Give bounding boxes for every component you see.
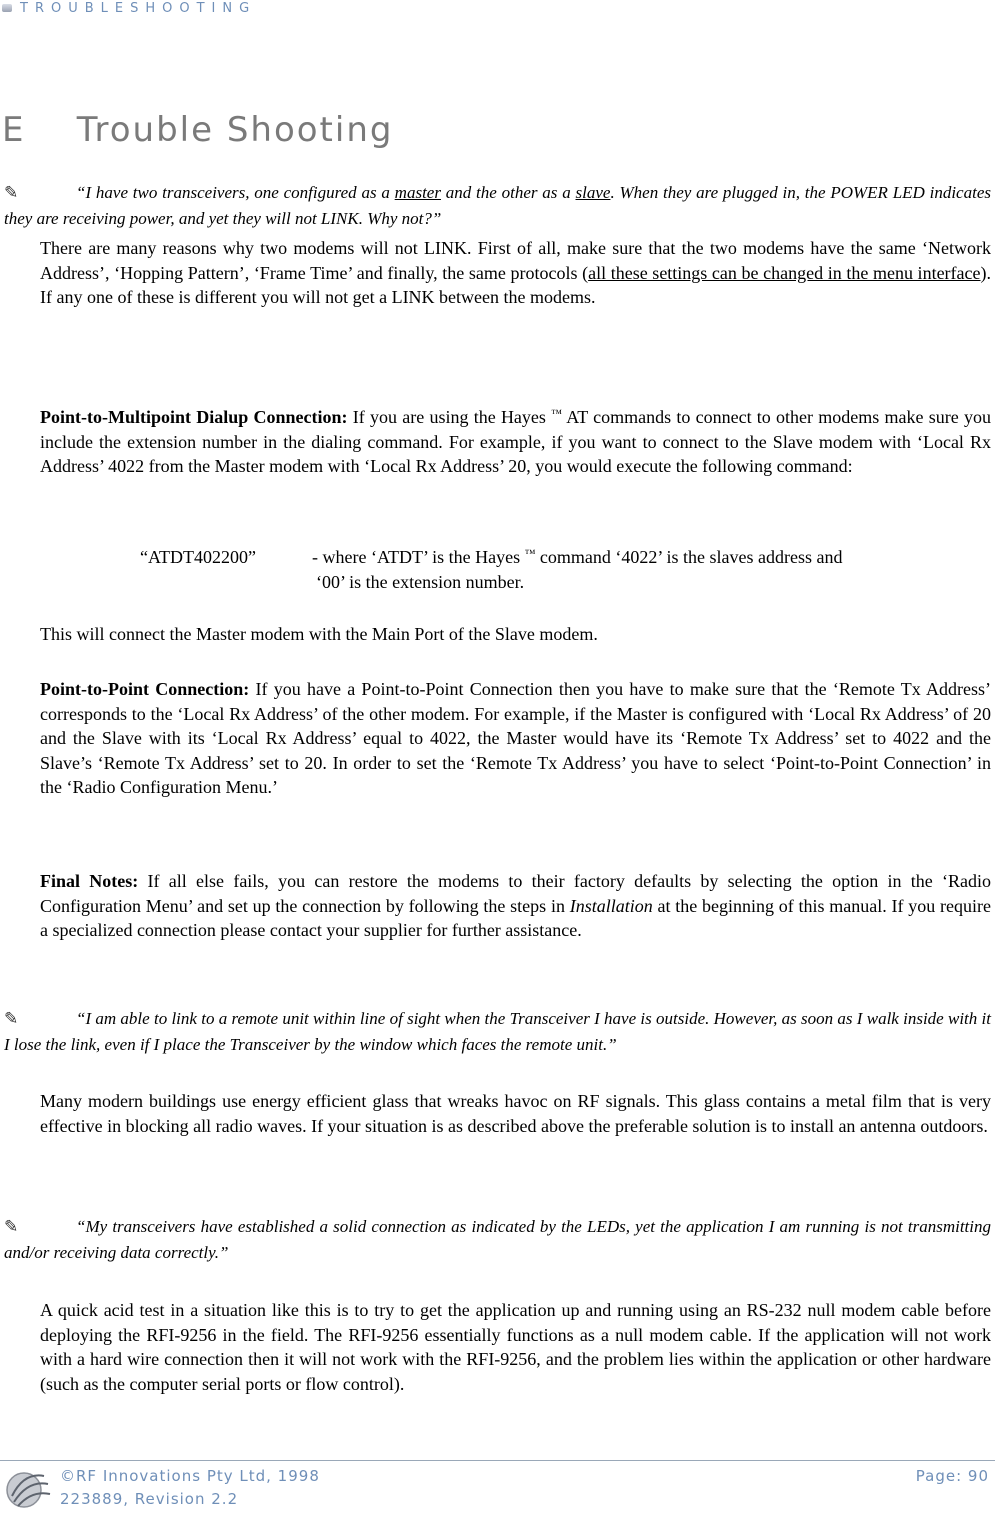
command-text: “ATDT402200” xyxy=(140,547,256,567)
section-label: TROUBLESHOOTING xyxy=(20,0,257,16)
a1-text: There are many reasons why two modems will not LINK. First of all, make sure that the two modems have the same ‘Network Address’, ‘Hopping Pattern’, ‘Frame Time’ and finally, the same protocols ( xyxy=(40,238,991,283)
q1-text: “I have two transceivers, one configured as a xyxy=(76,183,395,202)
command-desc: ‘00’ is the extension number. xyxy=(316,571,525,592)
multipoint-heading: Point-to-Multipoint Dialup Connection: xyxy=(40,407,348,427)
q1-master: master xyxy=(394,183,441,202)
q2-text: “I am able to link to a remote unit within line of sight when the Transceiver I have is outside. However, as soon as I walk inside with it I lose the link, even if I place the Transceiver by the window which faces the remote unit.” xyxy=(4,1009,991,1054)
answer-3: A quick acid test in a situation like this is to try to get the application up and running using an RS-232 null modem cable before deploying the RFI-9256 in the field. The RFI-9256 essentially functions as a null modem cable. If the application will not work with a hard wire connection then it will not work with the RFI-9256, and the problem lies within the application or other hardware (such as the computer serial ports or flow control). xyxy=(40,1300,991,1394)
q3-text: “My transceivers have established a solid connection as indicated by the LEDs, yet the application I am running is not transmitting and/or receiving data correctly.” xyxy=(4,1217,991,1262)
pencil-hand-icon: ✎ xyxy=(4,1009,19,1028)
p2p-text: If you have a Point-to-Point Connection then you have to make sure that the ‘Remote Tx Address’ corresponds to the ‘Local Rx Address’ of the other modem. For example, if the Master is configured with ‘Local Rx Address’ of 20 and the Slave with its ‘Local Rx Address’ equal to 4022, the Master would have its ‘Remote Tx Address’ set to 4022 and the Slave’s ‘Remote Tx Address’ set to 20. In order to set the ‘Remote Tx Address’ you have to select ‘Point-to-Point Connection’ in the ‘Radio Configuration Menu.’ xyxy=(40,679,991,797)
final-heading: Final Notes: xyxy=(40,871,139,891)
bullet-icon xyxy=(2,4,12,12)
final-notes-paragraph xyxy=(40,869,991,943)
footer-copyright: ©RF Innovations Pty Ltd, 1998 xyxy=(60,1467,320,1485)
p2p-heading: Point-to-Point Connection: xyxy=(40,679,250,699)
rf-innovations-logo xyxy=(4,1466,52,1510)
question-3 xyxy=(4,1214,991,1266)
q1-text: and the other as a xyxy=(440,183,576,202)
question-2 xyxy=(4,1006,991,1058)
a1-underlined: all these settings can be changed in the menu interface xyxy=(588,262,981,283)
page-title: E Trouble Shooting xyxy=(2,110,394,150)
command-desc: command ‘4022’ is the slaves address and xyxy=(535,547,843,567)
q1-text: . When they are plugged in, the POWER LED indicates they are receiving power, and yet they will not LINK. Why not?” xyxy=(4,183,991,228)
final-text: If all else fails, you can restore the modems to their factory defaults by selecting the option in the ‘Radio Configuration Menu’ and set up the connection by following the steps in xyxy=(40,871,991,916)
question-1 xyxy=(4,180,991,232)
multipoint-paragraph xyxy=(40,402,991,479)
command-example xyxy=(140,542,991,594)
trademark: ™ xyxy=(524,548,536,560)
multipoint-text: If you are using the Hayes xyxy=(347,407,552,427)
q1-slave: slave xyxy=(575,183,611,202)
final-text: at the beginning of this manual. If you require a specialized connection please contact your supplier for further assistance. xyxy=(40,895,991,940)
command-desc: - where ‘ATDT’ is the Hayes xyxy=(312,547,525,567)
multipoint-text: AT commands to connect to other modems make sure you include the extension number in the dialing command. For example, if you want to connect to the Slave modem with ‘Local Rx Address’ 4022 from the Master modem with ‘Local Rx Address’ 20, you would execute the following command: xyxy=(40,407,991,476)
trademark: ™ xyxy=(551,408,562,420)
footer-page-number: Page: 90 xyxy=(915,1467,989,1485)
p2p-paragraph xyxy=(40,677,991,800)
footer-rule xyxy=(0,1460,995,1461)
answer-2: Many modern buildings use energy efficient glass that wreaks havoc on RF signals. This glass contains a metal film that is very effective in blocking all radio waves. If your situation is as described above the preferable solution is to install an antenna outdoors. xyxy=(40,1091,991,1136)
pencil-hand-icon: ✎ xyxy=(4,1217,19,1236)
pencil-hand-icon: ✎ xyxy=(4,183,19,202)
answer-1 xyxy=(40,236,991,310)
a1-text: ). If any one of these is different you will not get a LINK between the modems. xyxy=(40,262,992,307)
final-italic: Installation xyxy=(569,895,653,916)
connect-note: This will connect the Master modem with the Main Port of the Slave modem. xyxy=(40,624,598,644)
footer-doc-ref: 223889, Revision 2.2 xyxy=(60,1490,239,1508)
running-header xyxy=(0,0,256,16)
